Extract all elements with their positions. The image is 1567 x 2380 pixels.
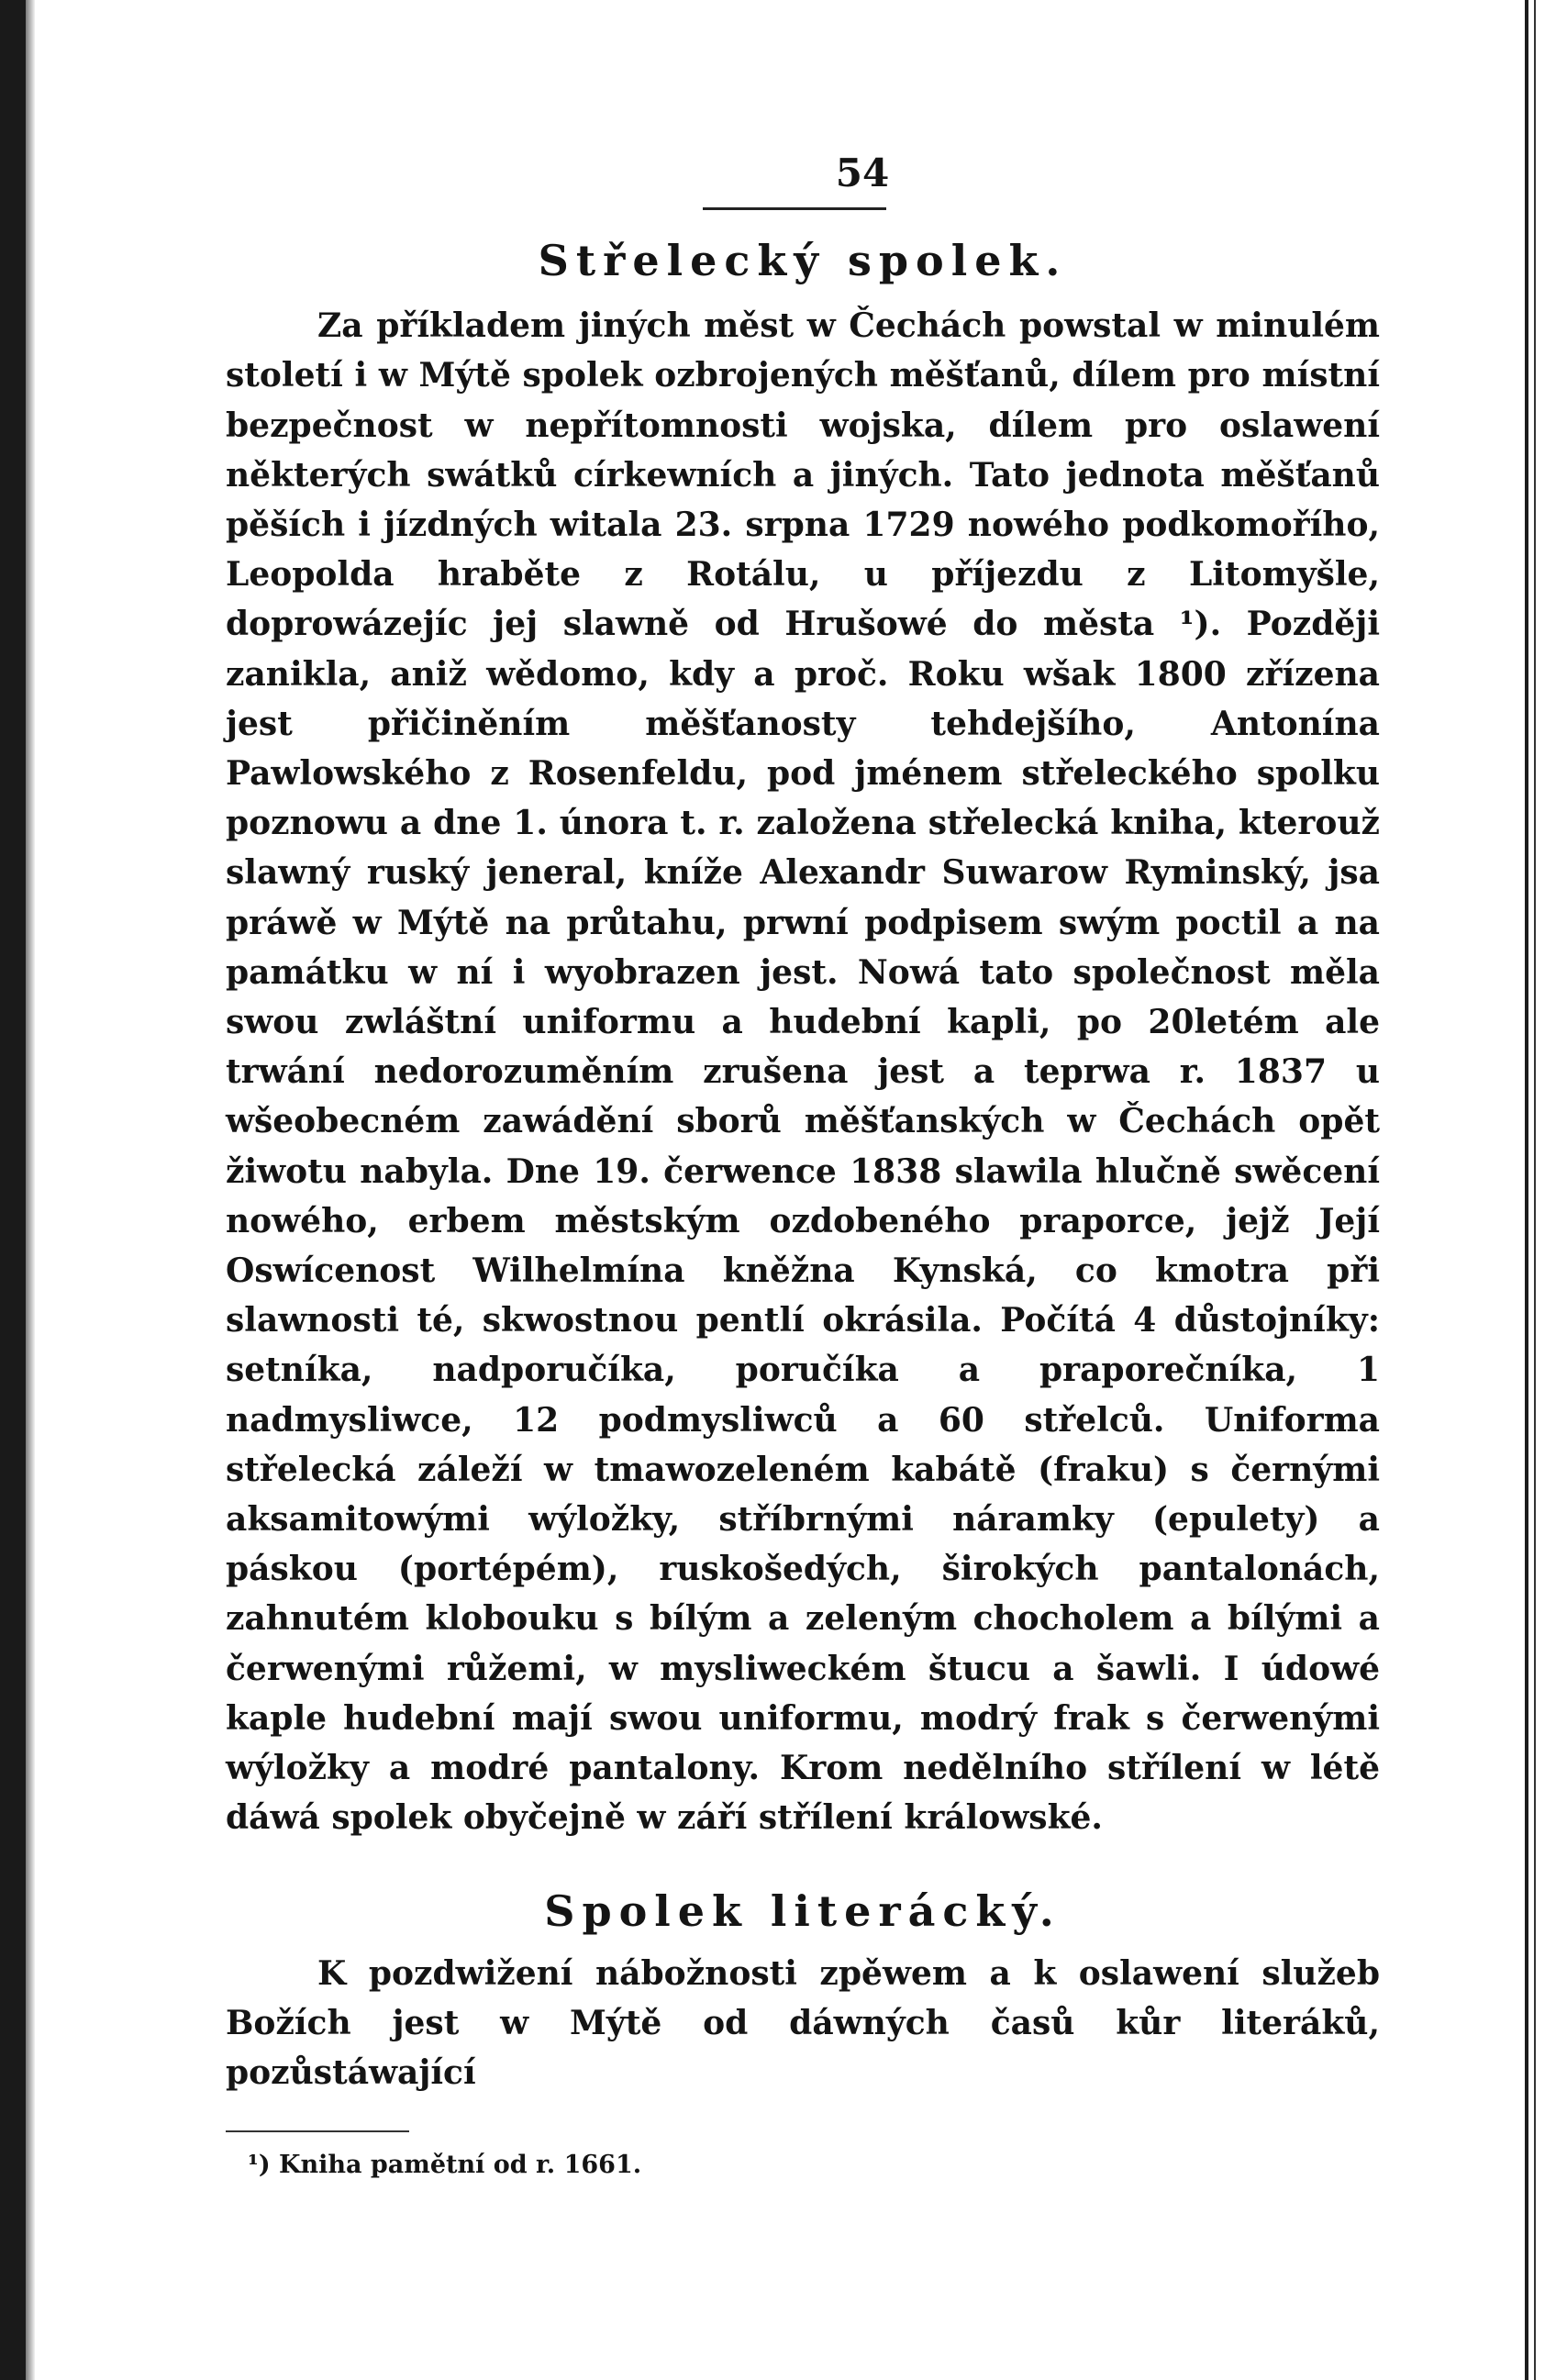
footnote-marker: ¹)	[248, 2151, 271, 2180]
scan-left-edge	[0, 0, 26, 2380]
footnote-rule	[226, 2130, 409, 2132]
section-title-spolek-literacky: Spolek literácký.	[544, 1886, 1061, 1937]
footnote-text: Kniha pamětní od r. 1661.	[279, 2151, 642, 2180]
page-text-block	[226, 147, 1380, 2181]
page-number: 54	[835, 150, 890, 195]
paragraph-spolek-literacky: K pozdwižení nábožnosti zpěwem a k oslawení služeb Božích jest w Mýtě od dáwných časů kůr literáků, pozůstáwající	[226, 1953, 1380, 2093]
scan-right-edge	[1525, 0, 1567, 2380]
paragraph-strelecky-spolek: Za příkladem jiných měst w Čechách powstal w minulém století i w Mýtě spolek ozbrojených měšťanů, dílem pro místní bezpečnost w nepřítomnosti wojska, dílem pro oslawení některých swátků církewních a jiných. Tato jednota měšťanů pěších i jízdných witala 23. srpna 1729 nowého podkomořího, Leopolda hraběte z Rotálu, u příjezdu z Litomyšle, doprowázejíc jej slawně od Hrušowé do města ¹). Později zanikla, aniž wědomo, kdy a proč. Roku wšak 1800 zřízena jest přičiněním měšťanosty tehdejšího, Antonína Pawlowského z Rosenfeldu, pod jménem střeleckého spolku poznowu a dne 1. února t. r. založena střelecká kniha, kterouž slawný ruský jeneral, kníže Alexandr Suwarow Ryminský, jsa práwě w Mýtě na průtahu, prwní podpisem swým poctil a na památku w ní i wyobrazen jest. Nowá tato společnost měla swou zwláštní uniformu a hudební kapli, po 20letém ale trwání nedorozuměním zrušena jest a teprwa r. 1837 u wšeobecném zawádění sborů měšťanských w Čechách opět žiwotu nabyla. Dne 19. čerwence 1838 slawila hlučně swěcení nowého, erbem městským ozdobeného praporce, jejž Její Oswícenost Wilhelmína kněžna Kynská, co kmotra při slawnosti té, skwostnou pentlí okrásila. Počítá 4 důstojníky: setníka, nadporučíka, poručíka a praporečníka, 1 nadmysliwce, 12 podmysliwců a 60 střelců. Uniforma střelecká záleží w tmawozeleném kabátě (fraku) s černými aksamitowými wýložky, stříbrnými náramky (epulety) a páskou (portépém), ruskošedých, širokých pantalonách, zahnutém klobouku s bílým a zeleným chocholem a bílými a čerwenými růžemi, w mysliweckém štucu a šawli. I údowé kaple hudební mají swou uniformu, modrý frak s čerwenými wýložky a modré pantalony. Krom nedělního střílení w létě dáwá spolek obyčejně w září střílení králowské.	[226, 306, 1380, 1838]
footnote	[248, 2149, 1380, 2181]
page-number-rule	[703, 207, 886, 210]
section-title-strelecky-spolek: Střelecký spolek.	[538, 236, 1068, 285]
